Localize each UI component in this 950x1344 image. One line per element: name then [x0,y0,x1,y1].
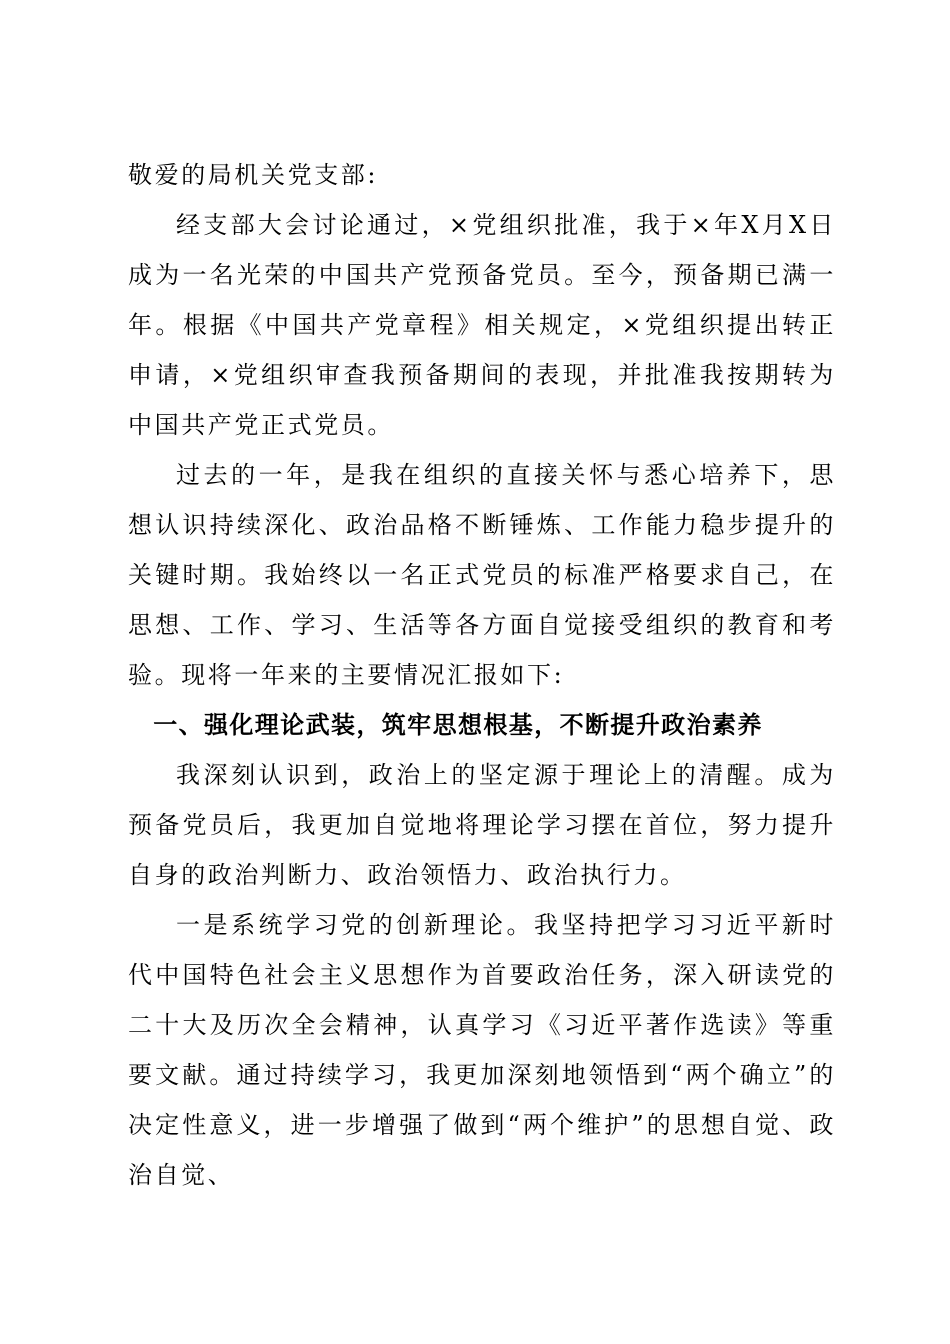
paragraph-study: 一是系统学习党的创新理论。我坚持把学习习近平新时代中国特色社会主义思想作为首要政治任务，深入研读党的二十大及历次全会精神，认真学习《习近平著作选读》等重要文献。通过持续学习，我更加深刻地领悟到“两个确立”的决定性意义，进一步增强了做到“两个维护”的思想自觉、政治自觉、 [128,911,836,1189]
paragraph-summary: 过去的一年，是我在组织的直接关怀与悉心培养下，思想认识持续深化、政治品格不断锤炼、工作能力稳步提升的关键时期。我始终以一名正式党员的标准严格要求自己，在思想、工作、学习、生活等各方面自觉接受组织的教育和考验。现将一年来的主要情况汇报如下: [128,461,836,689]
document-body [128,150,836,1200]
salutation: 敬爱的局机关党支部: [128,161,379,189]
paragraph-theory: 我深刻认识到，政治上的坚定源于理论上的清醒。成为预备党员后，我更加自觉地将理论学习摆在首位，努力提升自身的政治判断力、政治领悟力、政治执行力。 [128,761,836,889]
paragraph-admission: 经支部大会讨论通过，×党组织批准，我于×年X月X日成为一名光荣的中国共产党预备党员。至今，预备期已满一年。根据《中国共产党章程》相关规定，×党组织提出转正申请，×党组织审查我预备期间的表现，并批准我按期转为中国共产党正式党员。 [128,211,836,439]
section-heading: 一、强化理论武装，筑牢思想根基，不断提升政治素养 [153,711,763,739]
